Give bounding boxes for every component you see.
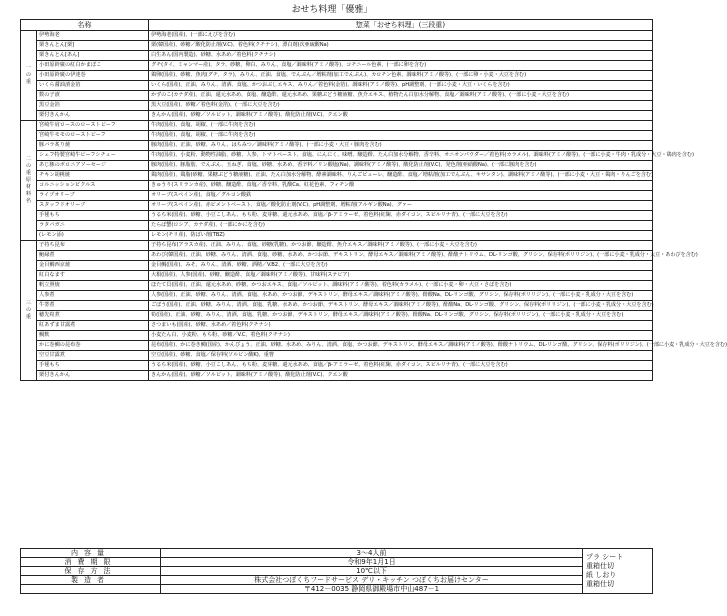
item-name: いくら醤油漬金箔 bbox=[37, 81, 149, 91]
packaging-item: 重箱仕切 bbox=[586, 562, 614, 570]
section-label-char: 材 bbox=[25, 184, 32, 190]
item-ingredients: 牛肉(国産)、小麦粉、動物性油脂、砂糖、人参、トマトペースト、食塩、にんにく、味噌、醸造酢、たん白加水分解物、香辛料、オニオンパウダー／着色料(カラメル)、調味料(アミノ酸等)、(一部に小麦・牛肉・乳成分・大豆・鶏肉を含む) bbox=[149, 151, 653, 161]
item-ingredients: さつまいも(国産)、砂糖、水あめ／着色料(クチナシ) bbox=[149, 321, 653, 331]
item-ingredients: うるち米(国産)、砂糖、小豆こしあん、もち粉、麦芽糖、還元水あめ、食塩／β-アミラーゼ、着色料(紅麹、赤ダイコン、スピルリナ青)、(一部に大豆を含む) bbox=[149, 211, 653, 221]
table-row bbox=[21, 61, 653, 71]
table-row bbox=[21, 151, 653, 161]
item-ingredients: オリーブ(スペイン産)、赤ピメントペースト、食塩／酸化防止剤(V.C)、pH調整剤、増粘剤(アルギン酸Na)、グァー bbox=[149, 201, 653, 211]
item-name: 黒豆金箔 bbox=[37, 101, 149, 111]
table-row bbox=[21, 181, 653, 191]
item-name: 穂先筍煮 bbox=[37, 311, 149, 321]
table-row bbox=[21, 191, 653, 201]
item-name: 栗きんとん[栗] bbox=[37, 41, 149, 51]
section-label bbox=[21, 121, 37, 241]
section-label-char: 名 bbox=[25, 198, 32, 204]
table-row bbox=[21, 71, 653, 81]
item-name: 手毬もち bbox=[37, 211, 149, 221]
section-label-char: 料 bbox=[25, 191, 32, 197]
table-row bbox=[21, 91, 653, 101]
item-name: 手毬もち bbox=[37, 361, 149, 371]
table-row bbox=[21, 161, 653, 171]
item-ingredients: 空豆(国産)、砂糖、食塩／保存料(ソルビン酸K)、重曹 bbox=[149, 351, 653, 361]
footer-value: 〒412－0035 静岡県御殿場市中山487－1 bbox=[161, 585, 583, 594]
footer-row bbox=[21, 576, 653, 585]
footer-row bbox=[21, 567, 653, 576]
item-name: 伊勢海老 bbox=[37, 31, 149, 41]
item-name: 帆立照焼 bbox=[37, 281, 149, 291]
item-ingredients: 豚肉(国産)、正油、砂糖、みりん、はちみつ／調味料(アミノ酸等)、(一部に小麦・大豆・豚肉を含む) bbox=[149, 141, 653, 151]
item-ingredients: 小麦たん白、小麦粉、もち粉、砂糖／V.C、着色料(クチナシ) bbox=[149, 331, 653, 341]
footer-label: 保存方法 bbox=[21, 567, 161, 576]
item-ingredients: 子持ち昆布(アラスカ産)、正油、みりん、食塩、砂糖(乳糖)、かつお節、醸造酢、魚介エキス／調味料(アミノ酸等)、(一部に小麦・大豆を含む) bbox=[149, 241, 653, 251]
footer-value: 株式会社つぼくちフードサービス デリ・キッチン つぼくちお届けセンター bbox=[161, 576, 583, 585]
footer-row bbox=[21, 585, 653, 594]
item-name: (レモン添) bbox=[37, 231, 149, 241]
item-name: あじ豚のボロニアソーセージ bbox=[37, 161, 149, 171]
item-ingredients: かずのこ(カナダ産)、正油、還元水あめ、食塩、醸造酢、還元水あめ、果糖ぶどう糖液糖、魚介エキス、植物たん白加水分解物、食塩／調味料(アミノ酸等)、(一部に小麦・大豆を含む) bbox=[149, 91, 653, 101]
item-name: 紅白なます bbox=[37, 271, 149, 281]
footer-label bbox=[21, 585, 161, 594]
item-ingredients: グチ(タイ、ミャンマー産)、タラ、砂糖、卵白、みりん、食塩／調味料(アミノ酸等)、コチニール色素、(一部に卵を含む) bbox=[149, 61, 653, 71]
item-name: 小田原鈴廣の伊達巻 bbox=[37, 71, 149, 81]
section-label bbox=[21, 241, 37, 381]
table-row bbox=[21, 311, 653, 321]
item-name: コルニッションピクルス bbox=[37, 181, 149, 191]
item-ingredients: 大根(国産)、人参(国産)、砂糖、醸造酢、食塩／調味料(アミノ酸等)、甘味料(ステビア) bbox=[149, 271, 653, 281]
table-row bbox=[21, 271, 653, 281]
table-row bbox=[21, 81, 653, 91]
item-ingredients: 豚肉(国産)、豚脂肪、でんぷん、玉ねぎ、食塩、砂糖、水あめ、香辛料／リン酸塩(Na)、調味料(アミノ酸等)、酸化防止剤(V.C)、発色剤(亜硝酸Na)、(一部に豚肉を含む) bbox=[149, 161, 653, 171]
item-name: 金目鯛西京焼 bbox=[37, 261, 149, 271]
item-ingredients: 筍(国産)、正油、砂糖、みりん、清酒、食塩、乳糖、かつお節、デキストリン、酵母エキス／調味料(アミノ酸等)、酢酸Na、DL-リンゴ酸、グリシン、保存料(ポリリジン)、(一部に小麦・乳成分・大豆を含む) bbox=[149, 311, 653, 321]
packaging-item: プラ シート bbox=[586, 553, 624, 561]
table-row bbox=[21, 371, 653, 381]
item-ingredients: 牛肉(国産)、食塩、胡椒、(一部に牛肉を含む) bbox=[149, 131, 653, 141]
item-name: 空豆甘露煮 bbox=[37, 351, 149, 361]
item-ingredients: 人参(国産)、正油、砂糖、みりん、清酒、食塩、水あめ、かつお節、デキストリン、酵母エキス／調味料(アミノ酸等)、酢酸Na、DL-リンゴ酸、グリシン、保存料(ポリリジン)、(一部に小麦・乳成分・大豆を含む) bbox=[149, 291, 653, 301]
item-name: シェフ特製宮崎牛ビーフシチュー bbox=[37, 151, 149, 161]
table-row bbox=[21, 291, 653, 301]
item-name: 紅あずま甘露煮 bbox=[37, 321, 149, 331]
section-label-char: 三 bbox=[25, 300, 32, 306]
table-row bbox=[21, 251, 653, 261]
name-header: 名称 bbox=[21, 20, 149, 31]
footer-row bbox=[21, 558, 653, 567]
item-ingredients: 昆布(国産)、かに巻き鯛(国産)、かんぴょう、正油、砂糖、水あめ、みりん、清酒、食塩、かつお節、デキストリン、酵母エキス／調味料(アミノ酸等)、酢酸ナトリウム、DL-リンゴ酸、グリシン、保存料(ポリリジン)、(一部に小麦・乳成分・大豆を含む) bbox=[149, 341, 653, 351]
item-ingredients: 鶏卵(国産)、砂糖、魚肉(グチ、タラ)、みりん、正油、食塩、でんぷん／増粘剤(加工でんぷん)、カロチン色素、調味料(アミノ酸等)、(一部に卵・小麦・大豆を含む) bbox=[149, 71, 653, 81]
table-row bbox=[21, 301, 653, 311]
item-name: 牛蒡煮 bbox=[37, 301, 149, 311]
table-row bbox=[21, 351, 653, 361]
page-title: おせち料理「優雅」 bbox=[291, 5, 373, 15]
section-label-char: の bbox=[25, 307, 32, 313]
footer-label: 消費期限 bbox=[21, 558, 161, 567]
item-ingredients: きんかん(国産)、砂糖／ソルビット、調味料(アミノ酸等)、酸化防止剤(V.C)、クエン酸 bbox=[149, 371, 653, 381]
footer-value: 10℃以下 bbox=[161, 567, 583, 576]
packaging-item: 重箱仕切 bbox=[586, 580, 614, 588]
item-ingredients: 黒大豆(国産)、砂糖／着色料(金箔)、(一部に大豆を含む) bbox=[149, 101, 653, 111]
item-ingredients: 白生あん(国内製造)、砂糖、水あめ／着色料(クチナシ) bbox=[149, 51, 653, 61]
table-row bbox=[21, 361, 653, 371]
item-name: 栗付きんかん bbox=[37, 371, 149, 381]
packaging-item: 紙 しおり bbox=[586, 571, 617, 579]
table-row bbox=[21, 141, 653, 151]
footer-row bbox=[21, 549, 653, 558]
ingredients-table bbox=[20, 19, 727, 381]
packaging-materials bbox=[583, 549, 653, 594]
item-name: チキン胡桃焼 bbox=[37, 171, 149, 181]
table-row bbox=[21, 331, 653, 341]
item-ingredients: いくら(国産)、正油、みりん、清酒、食塩、かつおぶしエキス、みりん／着色料(金箔)、調味料(アミノ酸等)、pH調整剤、(一部に小麦・大豆・いくらを含む) bbox=[149, 81, 653, 91]
footer-label: 製造者 bbox=[21, 576, 161, 585]
item-name: 小田原鈴廣の紅白かまぼこ bbox=[37, 61, 149, 71]
item-name: 鮑縁煮 bbox=[37, 251, 149, 261]
item-ingredients: きゅうり(スリランカ産)、砂糖、醸造酢、食塩／香辛料、乳酸Ca、紅花色素、フィチン酸 bbox=[149, 181, 653, 191]
item-ingredients: 伊勢海老(国産)、(一部にえびを含む) bbox=[149, 31, 653, 41]
item-name: かに巻鯛の昆布巻 bbox=[37, 341, 149, 351]
ingredients-header: 惣菜「おせち料理」(三段重) bbox=[149, 20, 653, 31]
table-row bbox=[21, 211, 653, 221]
table-row bbox=[21, 41, 653, 51]
section-label-char: 二 bbox=[25, 156, 32, 162]
table-row bbox=[21, 281, 653, 291]
table-row bbox=[21, 51, 653, 61]
table-row bbox=[21, 31, 653, 41]
item-name: スタッフドオリーブ bbox=[37, 201, 149, 211]
footer-value: 令和9年1月1日 bbox=[161, 558, 583, 567]
table-row bbox=[21, 241, 653, 251]
item-name: 数の子漬 bbox=[37, 91, 149, 101]
item-ingredients: あわび(韓国産)、正油、砂糖、みりん、清酒、食塩、砂糖、水あめ、かつお節、デキストリン、酵母エキス／調味料(アミノ酸等)、酢酸ナトリウム、DL-リンゴ酸、グリシン、保存料(ポリリジン)、(一部に小麦・乳成分・大豆・あわびを含む) bbox=[149, 251, 653, 261]
item-ingredients: ほたて貝(国産)、正油、還元水あめ、砂糖、かつおエキス、食塩／ソルビット、調味料(アミノ酸等)、着色料(カラメル)、(一部に小麦・卵・大豆・さばを含む) bbox=[149, 281, 653, 291]
table-row bbox=[21, 261, 653, 271]
table-row bbox=[21, 101, 653, 111]
section-label-char: 重 bbox=[25, 314, 32, 320]
section-label-char: の bbox=[25, 163, 32, 169]
item-name: 栗きんとん[あん] bbox=[37, 51, 149, 61]
table-row bbox=[21, 131, 653, 141]
table-row bbox=[21, 201, 653, 211]
table-row bbox=[21, 341, 653, 351]
item-name: ライプオリーブ bbox=[37, 191, 149, 201]
item-name: ラタバガニ bbox=[37, 221, 149, 231]
table-header-row bbox=[21, 20, 653, 31]
table-row bbox=[21, 221, 653, 231]
section-label-char: の bbox=[25, 72, 32, 78]
footer-label: 内容量 bbox=[21, 549, 161, 558]
section-label-char: 原 bbox=[25, 177, 32, 183]
section-label bbox=[21, 31, 37, 121]
section-label-char: 一 bbox=[25, 65, 32, 71]
item-ingredients: 鶏肉(国産)、鶏脂(砂糖、果糖ぶどう糖液糖)、正油、たん白加水分解物、酵素調味料、りんごピューレ、醸造酢、食塩／増粘剤(加工でんぷん、キサンタン)、調味料(アミノ酸等)、(一部に小麦・大豆・鶏肉・りんごを含む) bbox=[149, 171, 653, 181]
section-label-char: 重 bbox=[25, 79, 32, 85]
table-row bbox=[21, 321, 653, 331]
item-name: 子持ち昆布 bbox=[37, 241, 149, 251]
item-ingredients: きんかん(国産)、砂糖／ソルビット、調味料(アミノ酸等)、酸化防止剤(V.C)、クエン酸 bbox=[149, 111, 653, 121]
item-ingredients: たらば蟹(ロシア、カナダ産)、(一部にかにを含む) bbox=[149, 221, 653, 231]
footer-table bbox=[20, 548, 653, 594]
item-name: 宮崎牛肩ロースのローストビーフ bbox=[37, 121, 149, 131]
item-ingredients: オリーブ(スペイン産)、食塩／グルコン酸鉄 bbox=[149, 191, 653, 201]
item-name: 豚バラ炙り焼 bbox=[37, 141, 149, 151]
item-ingredients: うるち米(国産)、砂糖、小豆こしあん、もち粉、麦芽糖、還元水あめ、食塩／β-アミラーゼ、着色料(紅麹、赤ダイコン、スピルリナ青)、(一部に大豆を含む) bbox=[149, 361, 653, 371]
item-ingredients: レモン(チリ産)、防ばい剤(TBZ) bbox=[149, 231, 653, 241]
item-ingredients: 金目鯛(国産)、みそ、みりん、清酒、砂糖、酒精／V.B2、(一部に大豆を含む) bbox=[149, 261, 653, 271]
item-ingredients: ごぼう(国産)、正油、砂糖、みりん、清酒、食塩、乳糖、水あめ、かつお節、デキストリン、酵母エキス／調味料(アミノ酸等)、酢酸Na、DL-リンゴ酸、グリシン、保存料(ポリリジン)、(一部に小麦・乳成分・大豆を含む) bbox=[149, 301, 653, 311]
section-label-char: 重 bbox=[25, 170, 32, 176]
table-row bbox=[21, 171, 653, 181]
item-name: 鯛麩 bbox=[37, 331, 149, 341]
table-row bbox=[21, 231, 653, 241]
item-ingredients: 牛肉(国産)、食塩、胡椒、(一部に牛肉を含む) bbox=[149, 121, 653, 131]
item-name: 栗付きんかん bbox=[37, 111, 149, 121]
table-row bbox=[21, 111, 653, 121]
item-name: 人参煮 bbox=[37, 291, 149, 301]
table-row bbox=[21, 121, 653, 131]
item-name: 宮崎牛モモのローストビーフ bbox=[37, 131, 149, 141]
footer-value: 3～4人前 bbox=[161, 549, 583, 558]
item-ingredients: 栗(韓国産)、砂糖／酸化防止剤(V.C)、着色料(クチナシ)、漂白剤(次亜硫酸Na) bbox=[149, 41, 653, 51]
